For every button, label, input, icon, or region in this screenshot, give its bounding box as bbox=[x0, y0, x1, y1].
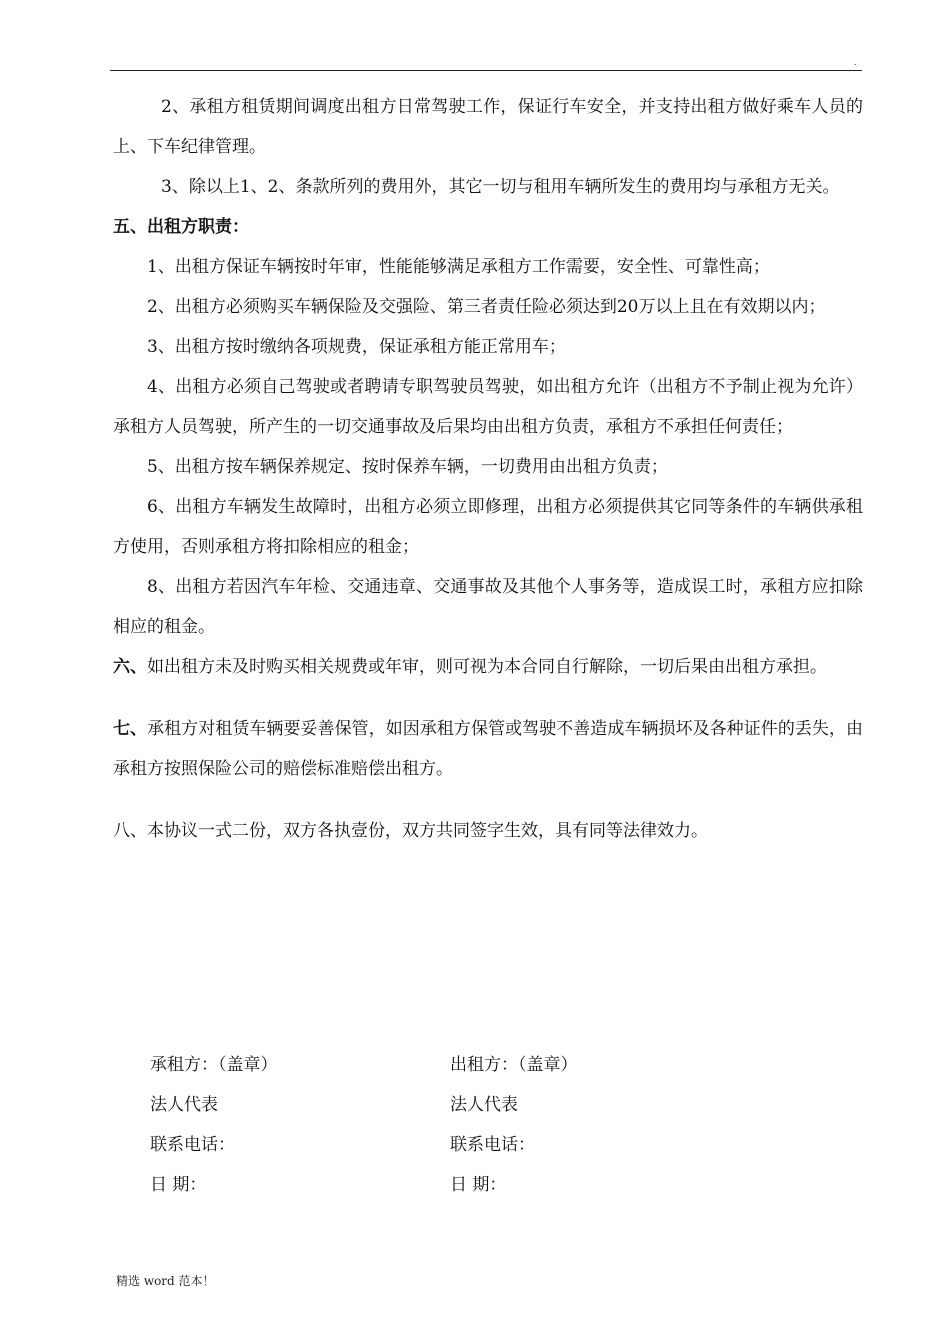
signature-row bbox=[150, 1082, 750, 1122]
section-8: 八、本协议一式二份，双方各执壹份，双方共同签字生效，具有同等法律效力。 bbox=[113, 821, 708, 841]
clause-5-8: 8、出租方若因汽车年检、交通违章、交通事故及其他个人事务等，造成误工时，承租方应扣除相应的租金。 bbox=[113, 577, 863, 637]
section-7-text: 承租方对租赁车辆要妥善保管，如因承租方保管或驾驶不善造成车辆损坏及各种证件的丢失，由承租方按照保险公司的赔偿标准赔偿出租方。 bbox=[113, 719, 863, 779]
document-body bbox=[113, 87, 863, 851]
clause-5-6: 6、出租方车辆发生故障时，出租方必须立即修理，出租方必须提供其它同等条件的车辆供承租方使用，否则承租方将扣除相应的租金； bbox=[113, 497, 863, 557]
lessee-legal-rep-label: 法人代表 bbox=[150, 1094, 218, 1115]
lessor-legal-rep-label: 法人代表 bbox=[450, 1094, 518, 1115]
signature-row bbox=[150, 1122, 750, 1162]
header-mark: . bbox=[854, 58, 857, 67]
lessee-seal-label: 承租方：（盖章） bbox=[150, 1054, 278, 1075]
clause-4-2: 2、承租方租赁期间调度出租方日常驾驶工作，保证行车安全，并支持出租方做好乘车人员的上、下车纪律管理。 bbox=[113, 97, 863, 157]
signature-row bbox=[150, 1042, 750, 1082]
section-7-label: 七、 bbox=[113, 719, 148, 739]
clause-5-5: 5、出租方按车辆保养规定、按时保养车辆，一切费用由出租方负责； bbox=[147, 457, 668, 477]
clause-5-1: 1、出租方保证车辆按时年审，性能能够满足承租方工作需要，安全性、可靠性高； bbox=[147, 257, 770, 277]
clause-5-3: 3、出租方按时缴纳各项规费，保证承租方能正常用车； bbox=[147, 337, 566, 357]
lessor-phone-label: 联系电话： bbox=[450, 1134, 535, 1155]
clause-4-3: 3、除以上1、2、条款所列的费用外，其它一切与租用车辆所发生的费用均与承租方无关。 bbox=[161, 177, 840, 197]
lessee-date-label: 日 期： bbox=[150, 1174, 207, 1195]
signature-row bbox=[150, 1162, 750, 1202]
section-6-text: 如出租方未及时购买相关规费或年审，则可视为本合同自行解除，一切后果由出租方承担。 bbox=[147, 657, 827, 677]
clause-5-2: 2、出租方必须购买车辆保险及交强险、第三者责任险必须达到20万以上且在有效期以内； bbox=[147, 297, 826, 317]
lessee-phone-label: 联系电话： bbox=[150, 1134, 235, 1155]
section-6 bbox=[113, 647, 863, 687]
clause-5-4: 4、出租方必须自己驾驶或者聘请专职驾驶员驾驶，如出租方允许（出租方不予制止视为允许）承租方人员驾驶，所产生的一切交通事故及后果均由出租方负责，承租方不承担任何责任； bbox=[113, 377, 863, 437]
lessor-seal-label: 出租方：（盖章） bbox=[450, 1054, 578, 1075]
signature-block bbox=[150, 1042, 750, 1202]
lessor-date-label: 日 期： bbox=[450, 1174, 507, 1195]
section-5-heading: 五、出租方职责： bbox=[113, 217, 249, 237]
section-7 bbox=[113, 709, 863, 789]
header-rule bbox=[110, 70, 862, 71]
section-6-label: 六、 bbox=[113, 657, 147, 677]
page-footer: 精选 word 范本！ bbox=[116, 1274, 215, 1288]
